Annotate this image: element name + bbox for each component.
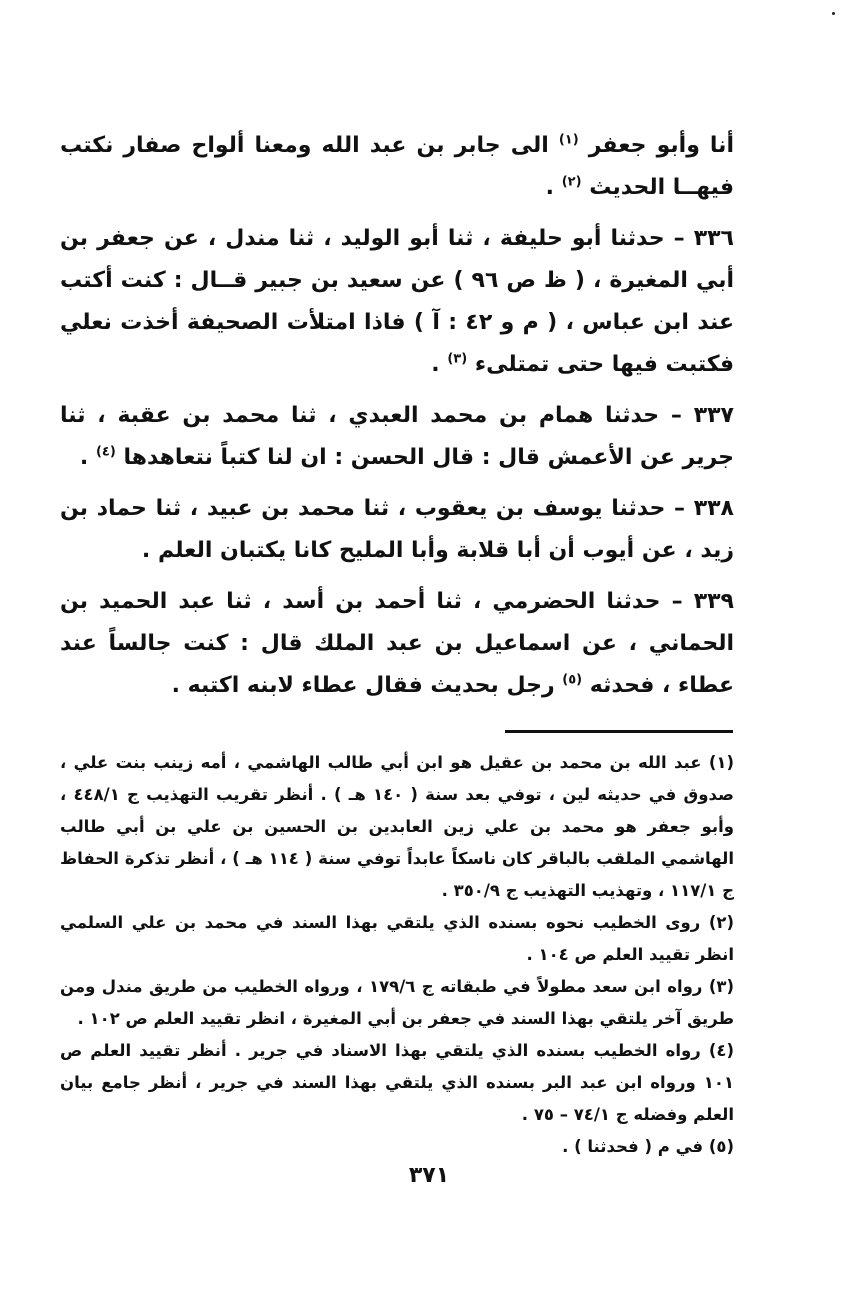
- main-text: [60, 125, 734, 716]
- footnote-ref: (٣): [447, 351, 468, 367]
- paragraph-text: .: [79, 445, 96, 470]
- footnotes: [60, 747, 734, 1163]
- paragraph-text: رجل بحديث فقال عطاء لابنه اكتبه .: [171, 673, 563, 698]
- footnote-4: (٤) رواه الخطيب بسنده الذي يلتقي بهذا الاسناد في جرير . أنظر تقييد العلم ص ١٠١ ورواه ابن عبد البر بسنده الذي يلتقي بهذا السند في جرير ، أنظر جامع بيان العلم وفضله ج ٧٤/١ – ٧٥ .: [60, 1041, 734, 1124]
- footnote-3: (٣) رواه ابن سعد مطولاً في طبقاته ج ١٧٩/٦ ، ورواه الخطيب من طريق مندل ومن طريق آخر يلتقي بهذا السند في جعفر بن أبي المغيرة ، انظر تقييد العلم ص ١٠٢ .: [60, 977, 734, 1028]
- hadith-336: [60, 218, 734, 386]
- paragraph-text: ٣٣٦ – حدثنا أبو حليفة ، ثنا أبو الوليد ، ثنا مندل ، عن جعفر بن أبي المغيرة ، ( ظ ص ٩٦ ) عن سعيد بن جبير قــال : كنت أكتب عند ابن عباس ، ( م و ٤٢ : آ ) فاذا امتلأت الصحيفة أخذت نعلي فكتبت فيها حتى تمتلىء: [60, 226, 735, 377]
- footnote-5: (٥) في م ( فحدثنا ) .: [562, 1137, 734, 1156]
- paragraph-text: ٣٣٩ – حدثنا الحضرمي ، ثنا أحمد بن أسد ، ثنا عبد الحميد بن الحماني ، عن اسماعيل بن عبد الملك قال : كنت جالساً عند عطاء ، فحدثه: [60, 589, 734, 698]
- paragraph-text: أنا وأبو جعفر: [578, 133, 734, 158]
- paragraph-text: ٣٣٧ – حدثنا همام بن محمد العبدي ، ثنا محمد بن عقبة ، ثنا جرير عن الأعمش قال : قال الحسن : ان لنا كتباً نتعاهدها: [60, 403, 734, 470]
- hadith-339: [60, 581, 734, 707]
- paragraph-text: .: [545, 175, 562, 200]
- footnote-ref: (٥): [562, 672, 583, 688]
- footnote-ref: (٢): [561, 174, 582, 190]
- footnote-ref: (١): [558, 132, 579, 148]
- hadith-338: [60, 488, 734, 572]
- footnote-1: (١) عبد الله بن محمد بن عقيل هو ابن أبي طالب الهاشمي ، أمه زينب بنت علي ، صدوق في حديثه لين ، توفي بعد سنة ( ١٤٠ هـ ) . أنظر تقريب التهذيب ج ٤٤٨/١ ، وأبو جعفر هو محمد بن علي زين العابدين بن الحسين بن علي بن أبي طالب الهاشمي الملقب بالباقر كان ناسكاً عابداً توفي سنة ( ١١٤ هـ ) ، أنظر تذكرة الحفاظ ج ١١٧/١ ، وتهذيب التهذيب ج ٣٥٠/٩ .: [60, 753, 734, 900]
- footnote-2: (٢) روى الخطيب نحوه بسنده الذي يلتقي بهذا السند في محمد بن علي السلمي انظر تقييد العلم ص ١٠٤ .: [60, 913, 734, 964]
- page-number: ٣٧١: [408, 1163, 450, 1188]
- hadith-337: [60, 395, 734, 479]
- paragraph-text: الى جابر بن عبد الله ومعنا ألواح صفار نكتب فيهــا الحديث: [60, 133, 734, 200]
- paragraph-text: ٣٣٨ – حدثنا يوسف بن يعقوب ، ثنا محمد بن عبيد ، ثنا حماد بن زيد ، عن أيوب أن أبا قلابة وأبا المليح كانا يكتبان العلم .: [60, 496, 734, 563]
- paragraph-continuation: [60, 125, 734, 209]
- paragraph-text: .: [431, 352, 448, 377]
- ink-speck: [832, 12, 835, 15]
- footnote-divider: [505, 730, 733, 733]
- footnote-ref: (٤): [95, 444, 116, 460]
